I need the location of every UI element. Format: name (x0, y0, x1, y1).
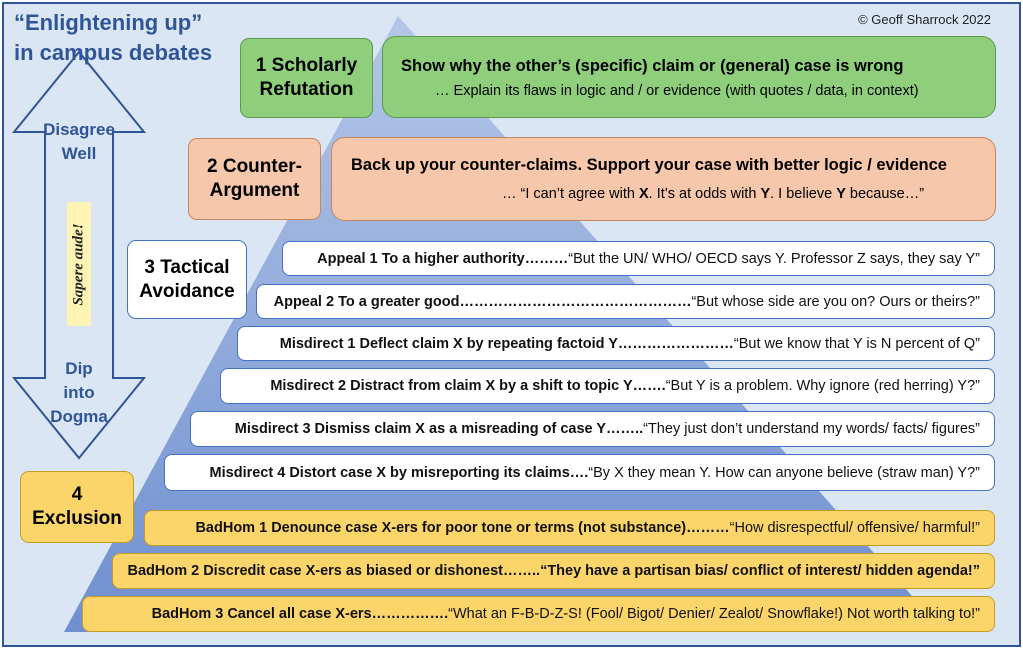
level-2-box: 2 Counter- Argument (188, 138, 321, 220)
refutation-description (382, 36, 996, 118)
copyright-notice: © Geoff Sharrock 2022 (858, 12, 991, 27)
diagram-frame (2, 2, 1021, 647)
exclusion-row-badhom-1: BadHom 1 Denounce case X-ers for poor tone or terms (not substance)……… “How disrespectful/ offensive/ harmful!” (144, 510, 995, 546)
exclusion-row-badhom-3: BadHom 3 Cancel all case X-ers……………. “What an F-B-D-Z-S! (Fool/ Bigot/ Denier/ Zealot/ Snowflake!) Not worth talking to!” (82, 596, 995, 632)
level-4-box: 4 Exclusion (20, 471, 134, 543)
tactic-row-appeal-1: Appeal 1 To a higher authority……… “But the UN/ WHO/ OECD says Y. Professor Z says, they say Y” (282, 241, 995, 276)
tactic-row-appeal-2: Appeal 2 To a greater good………………………………………… “But whose side are you on? Ours or theirs?” (256, 284, 995, 319)
diagram-title (14, 8, 212, 68)
motto-label: Sapere aude! (67, 202, 91, 326)
tactic-row-misdirect-2: Misdirect 2 Distract from claim X by a shift to topic Y……. “But Y is a problem. Why ignore (red herring) Y?” (220, 368, 995, 404)
exclusion-row-badhom-2: BadHom 2 Discredit case X-ers as biased or dishonest…….. “They have a partisan bias/ conflict of interest/ hidden agenda!” (112, 553, 995, 589)
refutation-heading: Show why the other’s (specific) claim or (general) case is wrong (401, 57, 904, 75)
title-line-1: “Enlightening up” (14, 10, 203, 35)
level-3-box: 3 Tactical Avoidance (127, 240, 247, 319)
counter-heading: Back up your counter-claims. Support your case with better logic / evidence (351, 156, 947, 174)
title-line-2: in campus debates (14, 40, 213, 65)
arrow-bottom-label: Dip into Dogma (50, 359, 108, 426)
refutation-detail: … Explain its flaws in logic and / or evidence (with quotes / data, in context) (435, 83, 919, 99)
tactic-row-misdirect-1: Misdirect 1 Deflect claim X by repeating factoid Y…………………… “But we know that Y is N percent of Q” (237, 326, 995, 361)
tactic-row-misdirect-4: Misdirect 4 Distort case X by misreporting its claims…. “By X they mean Y. How can anyone believe (straw man) Y?” (164, 454, 995, 491)
arrow-top-label: Disagree Well (43, 120, 115, 163)
level-1-box: 1 Scholarly Refutation (240, 38, 373, 118)
counter-detail: … “I can’t agree with X. It’s at odds with Y. I believe Y because…” (502, 186, 925, 202)
counter-argument-description (331, 137, 996, 221)
tactic-row-misdirect-3: Misdirect 3 Dismiss claim X as a misreading of case Y…….. “They just don’t understand my words/ facts/ figures” (190, 411, 995, 447)
